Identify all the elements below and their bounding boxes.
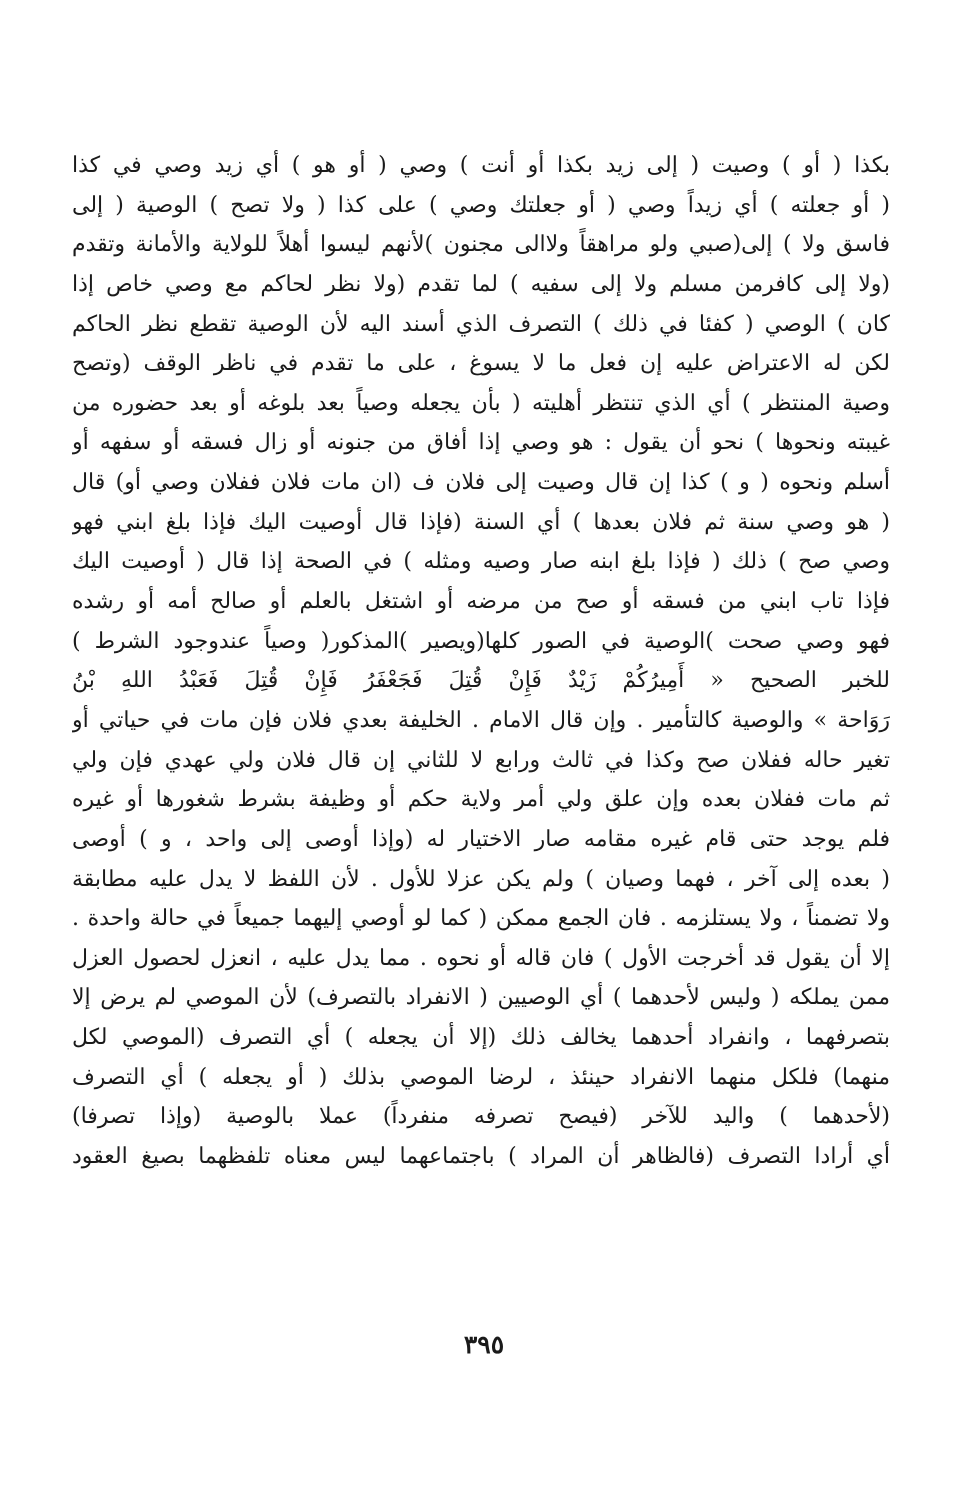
text-line: ممن يملكه ( وليس لأحدهما ) أي الوصيين ( الانفراد بالتصرف) لأن الموصي لم يرض إلا xyxy=(72,985,890,1011)
text-line: فهو وصي صحت )الوصية في الصور كلها(ويصير )المذكور( وصياً عندوجود الشرط ) xyxy=(72,628,890,654)
text-line: رَوَاحة » والوصية كالتأمير . وإن قال الامام . الخليفة بعدي فلان فإن مات في حياتي أو xyxy=(72,707,890,733)
text-line: فإذا تاب ابني من فسقه أو صح من مرضه أو اشتغل بالعلم أو صالح أمه أو رشده xyxy=(72,589,890,615)
text-line: تغير حاله ففلان صح وكذا في ثالث ورابع لا للثاني إن قال فلان ولي عهدي فإن ولي xyxy=(72,747,890,773)
text-line: لكن له الاعتراض عليه إن فعل ما لا يسوغ ، على ما تقدم في ناظر الوقف (وتصح xyxy=(72,351,890,377)
text-line: بكذا ( أو ) وصيت ( إلى زيد بكذا أو أنت ) وصي ( أو هو ) أي زيد وصي في كذا xyxy=(72,153,890,178)
text-line: إلا أن يقول قد أخرجت الأول ) فان قاله أو نحوه . مما يدل عليه ، انعزل لحصول العزل xyxy=(72,945,890,971)
text-line: فلم يوجد حتى قام غيره مقامه صار الاختيار له (وإذا أوصى إلى واحد ، و ) أوصى xyxy=(72,826,890,852)
text-line: وصي صح ) ذلك ( فإذا بلغ ابنه صار وصيه ومثله ) في الصحة إذا قال ( أوصيت اليك xyxy=(72,549,890,575)
text-line: (ولا إلى كافرمن مسلم ولا إلى سفيه ) لما تقدم (ولا نظر لحاكم مع وصي خاص إذا xyxy=(72,271,890,297)
text-line: بتصرفهما ، وانفراد أحدهما يخالف ذلك (إلا أن يجعله ) أي التصرف (الموصي لكل xyxy=(72,1025,890,1051)
text-line: أسلم ونحوه ( و ) كذا إن قال وصيت إلى فلان ف (ان مات فلان ففلان وصي أو) قال xyxy=(72,470,890,496)
text-line: ( بعده إلى آخر ، فهما وصيان ) ولم يكن عزلا للأول . لأن اللفظ لا يدل عليه مطابقة xyxy=(72,866,890,892)
text-line: للخبر الصحيح « أَمِيرُكُمْ زَيْدٌ فَإِنْ قُتِلَ فَجَعْفَرُ فَإِنْ قُتِلَ فَعَبْدُ اللهِ بْنُ xyxy=(72,668,890,694)
text-line: ( أو جعلته ) أي زيداً وصي ( أو جعلتك وصي ) على كذا ( ولا تصح ) الوصية ( إلى xyxy=(72,192,890,218)
text-line: وصية المنتظر ) أي الذي تنتظر أهليته ( بأن يجعله وصياً بعد بلوغه أو بعد حضوره من xyxy=(72,390,890,416)
text-line: ولا تضمناً ، ولا يستلزمه . فان الجمع ممكن ( كما لو أوصي إليهما جميعاً في حالة واحدة . xyxy=(72,906,890,932)
text-line: أي أرادا التصرف (فالظاهر أن المراد ) باجتماعهما ليس معناه تلفظهما بصيغ العقود xyxy=(72,1144,890,1170)
text-line: كان ) الوصي ( كفئا في ذلك ) التصرف الذي أسند اليه لأن الوصية تقطع نظر الحاكم xyxy=(72,311,890,337)
text-line: فاسق ولا ) إلى(صبي ولو مراهقاً ولاالى مجنون )لأنهم ليسوا أهلاً للولاية والأمانة وتقدم xyxy=(72,232,890,258)
text-line: غيبته ونحوها ) نحو أن يقول : هو وصي إذا أفاق من جنونه أو زال فسقه أو سفهه أو xyxy=(72,430,890,456)
text-line: ( هو وصي سنة ثم فلان بعدها ) أي السنة (فإذا قال أوصيت اليك فإذا بلغ ابني فهو xyxy=(72,509,890,535)
page-number: ٣٩٥ xyxy=(463,1330,505,1359)
body-text xyxy=(72,146,890,1177)
text-line: ثم مات ففلان بعده وإن علق ولي أمر ولاية حكم أو وظيفة بشرط شغورها أو غيره xyxy=(72,787,890,813)
text-line: منهما) فلكل منهما الانفراد حينئذ ، لرضا الموصي بذلك ( أو يجعله ) أي التصرف xyxy=(72,1064,890,1090)
text-line: (لأحدهما ) واليد للآخر (فيصح تصرفه منفرداً) عملا بالوصية (وإذا تصرفا) xyxy=(72,1104,890,1130)
